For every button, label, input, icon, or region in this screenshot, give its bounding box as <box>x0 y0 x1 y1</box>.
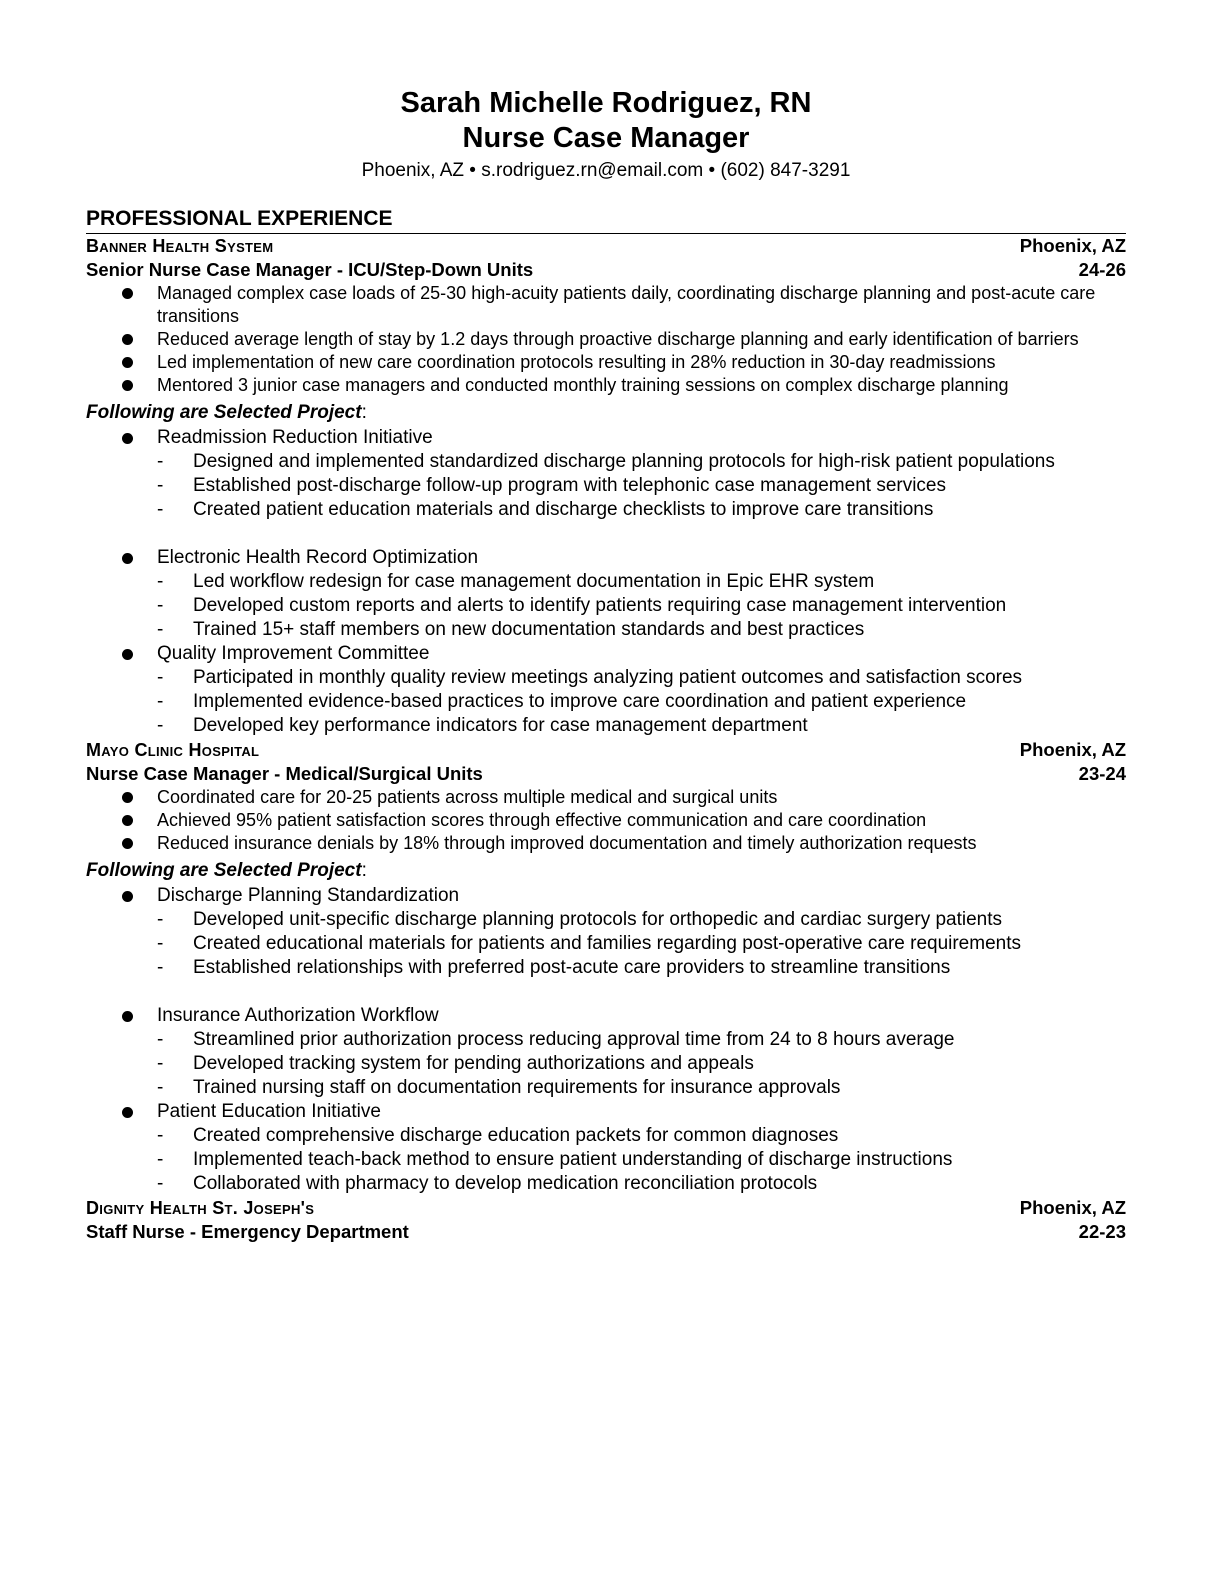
bullet-icon <box>122 1107 133 1118</box>
list-item: - Developed key performance indicators for case management department <box>157 715 808 736</box>
list-item: - Implemented teach-back method to ensure patient understanding of discharge instructions <box>157 1149 953 1170</box>
dash-icon: - <box>157 909 164 930</box>
list-item: - Trained nursing staff on documentation requirements for insurance approvals <box>157 1077 841 1098</box>
job-header-row <box>86 738 1126 762</box>
bullet-icon <box>122 1011 133 1022</box>
list-item: - Established post-discharge follow-up program with telephonic case management services <box>157 475 946 496</box>
list-item: Reduced average length of stay by 1.2 days through proactive discharge planning and early identification of barriers <box>86 328 1126 351</box>
bullet-icon <box>122 838 133 849</box>
dash-icon: - <box>157 595 164 616</box>
candidate-title: Nurse Case Manager <box>462 122 750 154</box>
project-name: Quality Improvement Committee <box>157 643 430 664</box>
dash-icon: - <box>157 1053 164 1074</box>
resume-page <box>86 86 1126 1244</box>
project-subitems <box>157 450 1126 522</box>
job-dates: 24-26 <box>1078 259 1126 280</box>
dash-icon: - <box>157 691 164 712</box>
list-item: - Created patient education materials and discharge checklists to improve care transitions <box>157 499 934 520</box>
list-item: Led implementation of new care coordination protocols resulting in 28% reduction in 30-day readmissions <box>86 351 1126 374</box>
list-item: - Led workflow redesign for case management documentation in Epic EHR system <box>157 571 875 592</box>
candidate-name: Sarah Michelle Rodriguez, RN <box>400 87 812 119</box>
job-location: Phoenix, AZ <box>1019 739 1126 760</box>
list-item: - Designed and implemented standardized discharge planning protocols for high-risk patient populations <box>157 451 1055 472</box>
job-bullets <box>86 282 1126 397</box>
employer-name: Banner Health System <box>86 236 274 256</box>
projects-label: Following are Selected Project: <box>86 402 367 423</box>
job-entry <box>86 738 1126 1196</box>
list-item: - Collaborated with pharmacy to develop medication reconciliation protocols <box>157 1173 818 1194</box>
job-dates: 23-24 <box>1078 763 1126 784</box>
project-subitems <box>157 1124 1126 1196</box>
project-name: Patient Education Initiative <box>157 1101 381 1122</box>
job-dates: 22-23 <box>1078 1221 1126 1242</box>
project-name: Insurance Authorization Workflow <box>157 1005 439 1026</box>
bullet-icon <box>122 357 133 368</box>
resume-header <box>86 86 1126 184</box>
list-item: - Streamlined prior authorization process reducing approval time from 24 to 8 hours average <box>157 1029 955 1050</box>
job-role-row <box>86 762 1126 786</box>
project-item <box>86 642 1126 738</box>
list-item: - Created comprehensive discharge education packets for common diagnoses <box>157 1125 839 1146</box>
list-item: - Participated in monthly quality review meetings analyzing patient outcomes and satisfaction scores <box>157 667 1023 688</box>
list-item: Reduced insurance denials by 18% through improved documentation and timely authorization requests <box>86 832 1126 855</box>
dash-icon: - <box>157 499 164 520</box>
bullet-icon <box>122 891 133 902</box>
project-item <box>86 1100 1126 1196</box>
project-subitems <box>157 1028 1126 1100</box>
bullet-icon <box>122 288 133 299</box>
projects-label: Following are Selected Project: <box>86 860 367 881</box>
dash-icon: - <box>157 1125 164 1146</box>
project-name: Discharge Planning Standardization <box>157 885 460 906</box>
project-list <box>86 884 1126 1196</box>
list-item: - Created educational materials for patients and families regarding post-operative care requirements <box>157 933 1021 954</box>
bullet-icon <box>122 433 133 444</box>
list-item: Managed complex case loads of 25-30 high-acuity patients daily, coordinating discharge planning and post-acute care transitions <box>86 282 1126 328</box>
list-item: - Developed tracking system for pending authorizations and appeals <box>157 1053 754 1074</box>
bullet-icon <box>122 649 133 660</box>
dash-icon: - <box>157 619 164 640</box>
dash-icon: - <box>157 571 164 592</box>
dash-icon: - <box>157 1029 164 1050</box>
project-name: Electronic Health Record Optimization <box>157 547 479 568</box>
project-name: Readmission Reduction Initiative <box>157 427 433 448</box>
project-list <box>86 426 1126 738</box>
bullet-icon <box>122 553 133 564</box>
project-subitems <box>157 908 1126 980</box>
project-subitems <box>157 570 1126 642</box>
project-item <box>86 1004 1126 1100</box>
list-item: - Implemented evidence-based practices to improve care coordination and patient experience <box>157 691 967 712</box>
list-item: Achieved 95% patient satisfaction scores through effective communication and care coordination <box>86 809 1126 832</box>
project-item <box>86 546 1126 642</box>
job-role-row <box>86 258 1126 282</box>
job-entry <box>86 1196 1126 1244</box>
bullet-icon <box>122 334 133 345</box>
job-location: Phoenix, AZ <box>1019 235 1126 256</box>
job-bullets <box>86 786 1126 855</box>
employer-name: Dignity Health St. Joseph's <box>86 1198 315 1218</box>
dash-icon: - <box>157 1149 164 1170</box>
list-item: - Trained 15+ staff members on new documentation standards and best practices <box>157 619 865 640</box>
dash-icon: - <box>157 957 164 978</box>
list-item: - Established relationships with preferred post-acute care providers to streamline transitions <box>157 957 951 978</box>
job-role-row <box>86 1220 1126 1244</box>
list-item: - Developed unit-specific discharge planning protocols for orthopedic and cardiac surgery patients <box>157 909 1003 930</box>
bullet-icon <box>122 815 133 826</box>
list-item: - Developed custom reports and alerts to identify patients requiring case management intervention <box>157 595 1007 616</box>
project-subitems <box>157 666 1126 738</box>
job-header-row <box>86 234 1126 258</box>
job-location: Phoenix, AZ <box>1019 1197 1126 1218</box>
list-item: Mentored 3 junior case managers and conducted monthly training sessions on complex discharge planning <box>86 374 1126 397</box>
dash-icon: - <box>157 475 164 496</box>
project-item <box>86 426 1126 546</box>
job-header-row <box>86 1196 1126 1220</box>
bullet-icon <box>122 792 133 803</box>
project-item <box>86 884 1126 1004</box>
job-entry <box>86 234 1126 738</box>
dash-icon: - <box>157 715 164 736</box>
section-title: PROFESSIONAL EXPERIENCE <box>86 206 1126 234</box>
bullet-icon <box>122 380 133 391</box>
dash-icon: - <box>157 667 164 688</box>
job-role: Nurse Case Manager - Medical/Surgical Units <box>86 763 483 784</box>
job-role: Staff Nurse - Emergency Department <box>86 1221 409 1242</box>
list-item: Coordinated care for 20-25 patients across multiple medical and surgical units <box>86 786 1126 809</box>
job-role: Senior Nurse Case Manager - ICU/Step-Down Units <box>86 259 534 280</box>
dash-icon: - <box>157 1077 164 1098</box>
dash-icon: - <box>157 1173 164 1194</box>
dash-icon: - <box>157 933 164 954</box>
employer-name: Mayo Clinic Hospital <box>86 740 260 760</box>
contact-line: Phoenix, AZ • s.rodriguez.rn@email.com • (602) 847-3291 <box>361 160 851 181</box>
dash-icon: - <box>157 451 164 472</box>
